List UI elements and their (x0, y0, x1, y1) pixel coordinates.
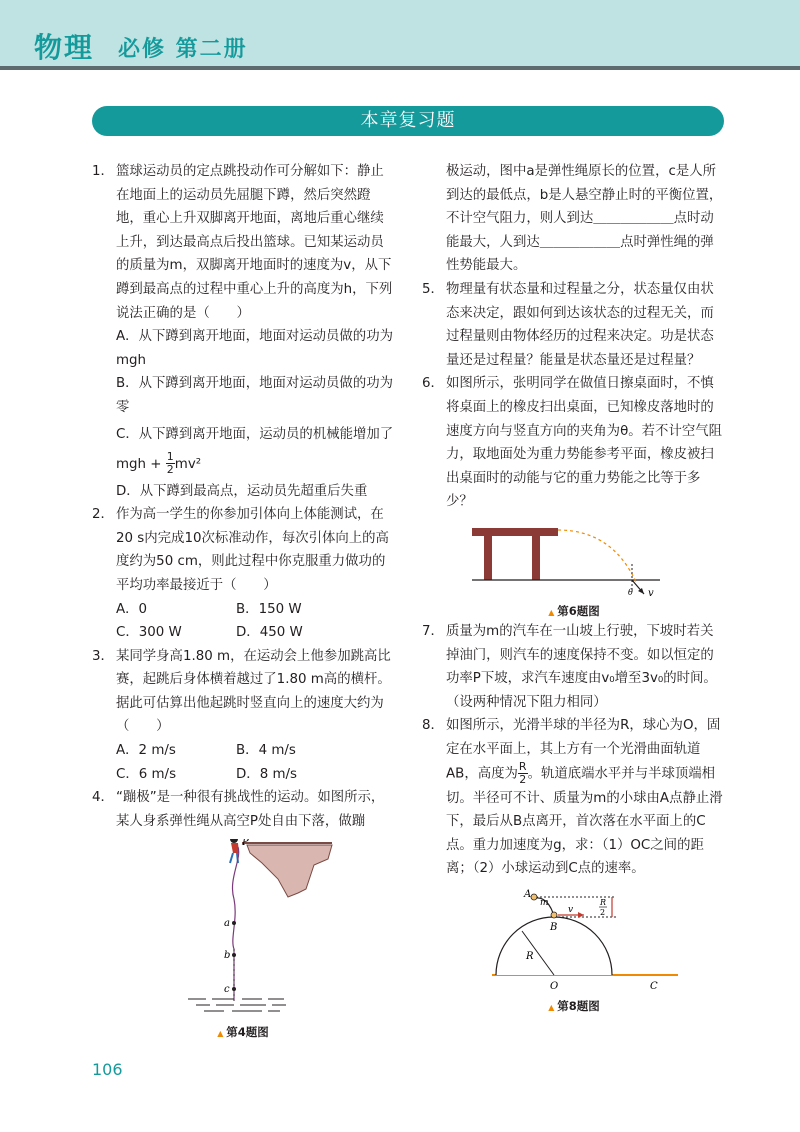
option-c-tail: mv² (174, 456, 202, 472)
question-text-end: 。轨道底端水平并与半球顶端相切。半径可不计、质量为m的小球由A点静止滑下，最后从B点离开，首次落在水平面上的C点。重力加速度为g，求：（1）OC之间的距离；（2）小球运动到C点的速率。 (446, 766, 723, 877)
figure-6-caption: ▲ 第6题图 (422, 600, 726, 625)
label-v: v (568, 904, 574, 915)
options-row (92, 763, 394, 787)
label-P: P (242, 839, 249, 849)
label-a: a (224, 918, 230, 930)
point-a (232, 921, 236, 925)
option-a: A．从下蹲到离开地面，地面对运动员做的功为mgh (116, 329, 393, 368)
question-4-continued (422, 160, 726, 278)
question-text-start: 如图所示，光滑半球的半径为R，球心为O，固定在水平面上，其上方有一个光滑曲面轨道AB，高度为 (446, 718, 721, 782)
fraction-r-over-2 (518, 761, 528, 786)
option-c: C．300 W (116, 625, 182, 641)
label-two: 2 (600, 907, 606, 917)
figure-4 (92, 833, 394, 1040)
figure-8 (422, 881, 726, 1011)
point-b (232, 953, 236, 957)
question-6 (422, 372, 726, 514)
table-leg-right (532, 536, 540, 580)
option-b: B．从下蹲到离开地面，地面对运动员做的功为零 (116, 376, 393, 415)
label-O: O (550, 980, 559, 992)
label-A: A (524, 888, 532, 900)
options-row (92, 621, 394, 645)
cliff (247, 845, 332, 897)
label-B: B (550, 921, 558, 933)
question-number: 5． (422, 281, 444, 297)
question-number: 7． (422, 623, 444, 639)
question-4 (92, 786, 394, 833)
figure-6 (422, 514, 726, 620)
fraction-denominator: 2 (166, 463, 174, 477)
label-C: C (650, 980, 658, 992)
question-number: 6． (422, 376, 444, 392)
label-theta: θ (628, 587, 633, 597)
options-row (92, 739, 394, 763)
question-text: “蹦极”是一种很有挑战性的运动。如图所示，某人身系弹性绳从高空P处自由下落，做蹦 (116, 790, 385, 829)
label-R: R (526, 950, 534, 962)
question-text (446, 714, 726, 881)
option-a: A．2 m/s (116, 743, 176, 759)
hemisphere-diagram (422, 885, 726, 997)
option-c (92, 420, 394, 480)
label-m: m (540, 897, 549, 908)
question-2 (92, 503, 394, 597)
right-column (422, 160, 726, 1011)
question-number: 1． (92, 164, 114, 179)
person-head (230, 839, 238, 843)
option-a: A．0 (116, 601, 148, 617)
option-c: C．6 m/s (116, 766, 177, 782)
ball-b (551, 912, 557, 918)
question-number: 8． (422, 718, 444, 734)
fraction-one-half (166, 451, 175, 476)
fraction-numerator: 1 (166, 450, 174, 464)
header-rule (0, 66, 800, 70)
question-8 (422, 714, 726, 881)
figure-8-caption: ▲ 第8题图 (422, 995, 726, 1020)
label-v: v (648, 587, 654, 599)
chapter-review-banner: 本章复习题 (92, 106, 724, 136)
trajectory (558, 530, 636, 582)
question-5 (422, 278, 726, 372)
label-r-over: R (600, 897, 607, 907)
table-top (472, 528, 558, 536)
question-text: 如图所示，张明同学在做值日擦桌面时，不慎将桌面上的橡皮扫出桌面，已知橡皮落地时的速度方向与竖直方向的夹角为θ。若不计空气阻力，取地面处为重力势能参考平面，橡皮被扫出桌面时的动能与它的重力势能之比等于多少？ (446, 376, 723, 510)
book-title: 物理 (34, 31, 95, 64)
question-3 (92, 645, 394, 739)
option-d: D．8 m/s (236, 766, 298, 782)
point-c (232, 987, 236, 991)
question-text: 极运动，图中a是弹性绳原长的位置，c是人所到达的最低点，b是人悬空静止时的平衡位置，不计空气阻力，则人到达＿＿＿＿＿＿点时动能最大，人到达＿＿＿＿＿＿点时弹性绳的弹性势能最大。 (446, 164, 723, 274)
ball-a (531, 894, 537, 900)
figure-4-caption: ▲ 第4题图 (92, 1021, 394, 1046)
question-text: 作为高一学生的你参加引体向上体能测试，在20 s内完成10次标准动作，每次引体向上的高度约为50 cm，则此过程中你克服重力做功的平均功率最接近于（ ） (116, 507, 389, 593)
page-number: 106 (92, 1060, 123, 1079)
question-text: 某同学身高1.80 m，在运动会上他参加跳高比赛，起跳后身体横着越过了1.80 m高的横杆。据此可估算出他起跳时竖直向上的速度大约为（ ） (116, 648, 391, 735)
fraction-denominator: 2 (519, 773, 527, 787)
option-d: D．从下蹲到最高点，运动员先超重后失重 (116, 483, 368, 499)
question-number: 4． (92, 790, 114, 806)
label-c: c (224, 984, 230, 996)
fraction-numerator: R (518, 760, 527, 774)
left-column (92, 160, 394, 1040)
table-diagram (422, 520, 726, 604)
option-c-text: C．从下蹲到离开地面，运动员的机械能增加了mgh + (116, 426, 394, 472)
question-1 (92, 160, 394, 325)
option-d: D．450 W (236, 625, 303, 641)
question-text: 质量为m的汽车在一山坡上行驶，下坡时若关掉油门，则汽车的速度保持不变。如以恒定的功率P下坡，求汽车速度由v₀增至3v₀的时间。（设两种情况下阻力相同） (446, 623, 717, 710)
bungee-diagram (92, 839, 394, 1019)
question-7 (422, 620, 726, 714)
table-leg-left (484, 536, 492, 580)
question-number: 3． (92, 648, 114, 664)
option-b: B．4 m/s (236, 743, 296, 759)
option-b: B．150 W (236, 601, 302, 617)
question-number: 2． (92, 507, 114, 523)
water-lines (188, 999, 286, 1011)
book-subtitle: 必修 第二册 (118, 37, 248, 62)
question-text: 篮球运动员的定点跳投动作可分解如下：静止在地面上的运动员先屈腿下蹲，然后突然蹬地，重心上升双脚离开地面，离地后重心继续上升，到达最高点后投出篮球。已知某运动员的质量为m，双脚离开地面时的速度为v，从下蹲到最高点的过程中重心上升的高度为h，下列说法正确的是（ ） (116, 164, 393, 321)
options-row (92, 598, 394, 622)
label-b: b (224, 950, 231, 962)
question-text: 物理量有状态量和过程量之分，状态量仅由状态来决定，跟如何到达该状态的过程无关，而过程量则由物体经历的过程来决定。功是状态量还是过程量？能量是状态量还是过程量？ (446, 281, 714, 368)
